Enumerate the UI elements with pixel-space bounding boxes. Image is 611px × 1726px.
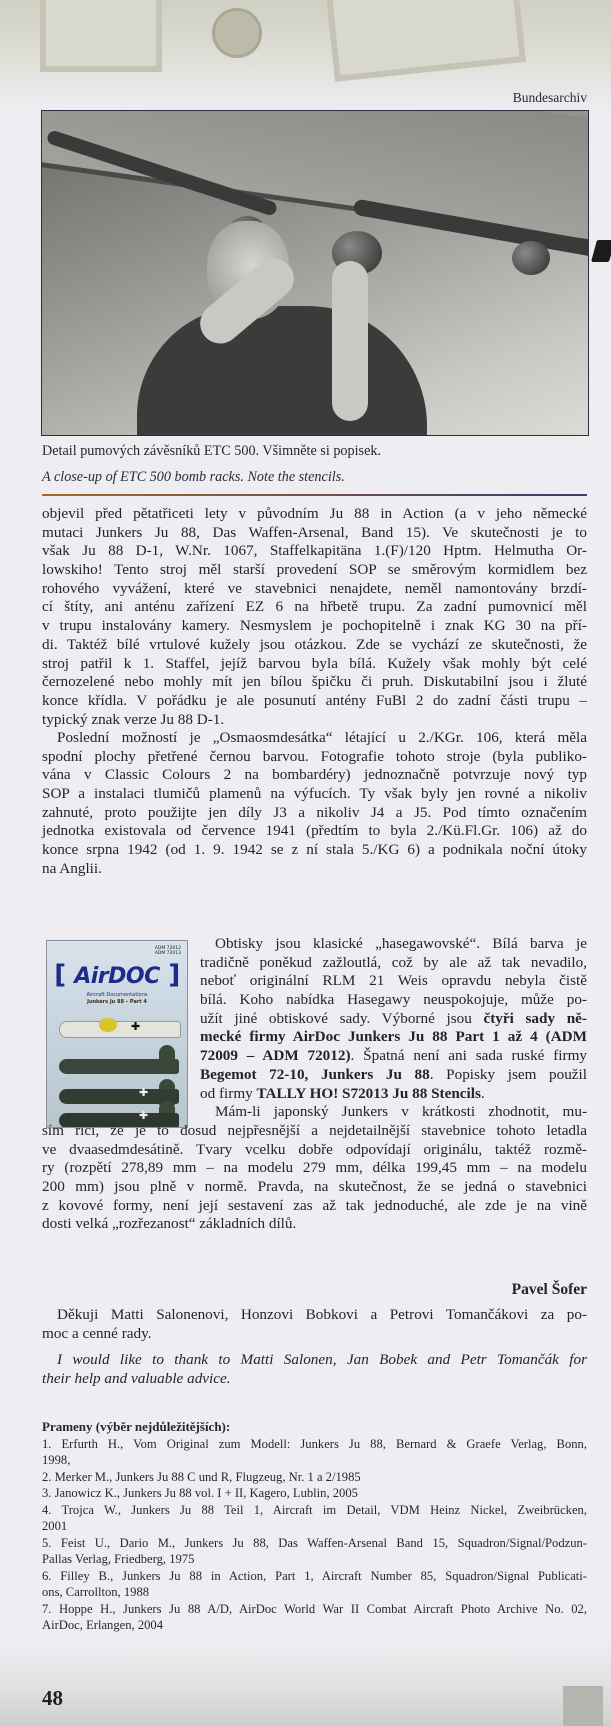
text-line: ry (rozpětí 278,89 mm – na modelu 279 mm, délka 199,45 mm – na modelu [42, 1159, 587, 1177]
article-paragraph-1 [42, 505, 587, 729]
source-line: 1998, [42, 1453, 71, 1467]
page-number: 48 [42, 1686, 63, 1710]
text-line [200, 1066, 587, 1085]
airdoc-aircraft-yellow-band [99, 1018, 117, 1032]
text-line: neboť originální RLM 21 Weis opravdu nebyla čistě [200, 972, 587, 990]
photo-caption-en: A close-up of ETC 500 bomb racks. Note the stencils. [42, 469, 345, 485]
text-line: Poslední možností je „Osmaosmdesátka“ létající u 2./KGr. 106, která měla [57, 729, 587, 746]
text-run: . Popisky jsem použil [429, 1065, 587, 1083]
sources-heading: Prameny (výběr nejdůležitějších): [42, 1419, 231, 1434]
text-run-bold: čtyři sady ně- [483, 1009, 587, 1027]
text-line: ve dvaasedmdesátině. Tvary vcelku dobře odpovídají originálu, taktéž rozmě- [42, 1140, 587, 1158]
text-line: typický znak verze Ju 88 D-1. [42, 710, 225, 728]
source-line: Pallas Verlag, Friedberg, 1975 [42, 1552, 195, 1566]
text-line: their help and valuable advice. [42, 1369, 231, 1387]
text-run: . [480, 1084, 485, 1102]
text-line: rohového vyvážení, které ve stavebnici nenajdete, neměl namontovány brzdí- [42, 579, 587, 597]
text-line: z kovové formy, není její sestavení zas až tak jednoduché, ale zde je na vině [42, 1196, 587, 1214]
source-line: ons, Carrollton, 1988 [42, 1585, 150, 1599]
text-line: dosti velká „rozřezanost“ základních dílů. [42, 1215, 297, 1233]
text-line: di. Taktéž bílé vrtulové kužely jsou otázkou. Zde se vychází ze skutečnosti, že [42, 635, 587, 653]
text-line [200, 1010, 587, 1029]
airdoc-code: ADM 72012 [154, 946, 181, 951]
sources-lines [42, 1436, 587, 1634]
text-line: moc a cenné rady. [42, 1324, 152, 1342]
text-line: Děkuji Matti Salonenovi, Honzovi Bobkovi a Petrovi Tomančákovi za po- [57, 1306, 587, 1323]
airdoc-product-codes [155, 946, 181, 956]
source-line: 3. Janowicz K., Junkers Ju 88 vol. I + II, Kagero, Lublin, 2005 [42, 1486, 358, 1500]
text-line: však Ju 88 D-1, W.Nr. 1067, Staffelkapitäna 1.(F)/120 Hptm. Helmutha Or- [42, 542, 587, 560]
source-line: 2001 [42, 1519, 68, 1533]
text-line: lowskiho! Tento stroj měl starší provedení SOP se směrovým kormidlem bez [42, 561, 587, 579]
photo-mechanic [137, 306, 427, 436]
acknowledgement-en [42, 1351, 587, 1388]
caption-divider [42, 494, 587, 496]
photo-arm [332, 261, 368, 421]
airdoc-cross-icon: ✚ [131, 1020, 141, 1033]
text-line: bílá. Koho nabídka Hasegawy neuspokojuje, může po- [200, 991, 587, 1009]
text-line: spodní plochy přetřené černou barvou. Fotografie tohoto stroje (byla publiko- [42, 747, 587, 765]
text-run-bold: Begemot 72-10, Junkers Ju 88 [200, 1065, 430, 1083]
text-line: Obtisky jsou klasické „hasegawovské“. Bílá barva je [215, 935, 587, 952]
photo-bomb [512, 241, 550, 275]
text-line: SOP a instalaci tlumičů plamenů na výfucích. Ty však byly jen rovné a nikoliv [42, 785, 587, 803]
airdoc-decal-cover-image [46, 940, 188, 1128]
photo-credit: Bundesarchiv [512, 90, 587, 105]
acknowledgement-cz [42, 1306, 587, 1343]
article-paragraph-3 [200, 935, 587, 1122]
background-shape [563, 1686, 603, 1726]
article-paragraph-2 [42, 729, 587, 879]
text-line: na Anglii. [42, 859, 102, 877]
side-decoration-icon [591, 240, 611, 262]
text-line: cí štíty, ani anténu zařízení EZ 6 na hřbetě trupu. Za zadní pumovnicí měl [42, 598, 587, 616]
airdoc-subtitle: Aircraft Documentations [86, 992, 148, 998]
sources-list [42, 1419, 587, 1634]
text-line: objevil před pětatřiceti lety v původním Ju 88 in Action (a v jeho německé [42, 505, 587, 522]
background-panel [40, 0, 162, 72]
text-line: zahnuté, proto použijte jen díly J3 a nikoliv J4 a J5. Pod tímto označením [42, 803, 587, 821]
photo-bomb-racks [41, 110, 589, 436]
airdoc-aircraft [59, 1059, 179, 1074]
source-line: 7. Hoppe H., Junkers Ju 88 A/D, AirDoc World War II Combat Aircraft Photo Archive No. 02, [42, 1601, 587, 1616]
text-run: . Špatná není ani sada ruské firmy [350, 1047, 587, 1065]
article-paragraph-4 [42, 1122, 587, 1234]
source-line: 5. Feist U., Dario M., Junkers Ju 88, Das Waffen-Arsenal Band 15, Squadron/Signal/Podzun- [42, 1535, 587, 1550]
photo-caption-cz: Detail pumových závěsníků ETC 500. Všimněte si popisek. [42, 443, 382, 459]
text-run-bold: mecké firmy AirDoc Junkers Ju 88 Part 1 až 4 (ADM [200, 1028, 587, 1046]
text-line: v trupu instalovány kamery. Nesmyslem je pochopitelně i znak KG 30 na pří- [42, 617, 587, 635]
text-line: vána v Classic Colours 2 na bombardéry) jednoznačně potvrzuje nový typ [42, 766, 587, 784]
airdoc-aircraft [59, 1021, 181, 1038]
text-line: Mám-li japonský Junkers v krátkosti zhodnotit, mu- [215, 1103, 587, 1121]
text-line: I would like to thank to Matti Salonen, Jan Bobek and Petr Tomančák for [57, 1351, 587, 1368]
source-line: 4. Trojca W., Junkers Ju 88 Teil 1, Aircraft im Detail, VDM Heinz Nickel, Zweibrücken, [42, 1502, 587, 1517]
airdoc-logo-text: AirDOC [74, 964, 160, 989]
source-line: AirDoc, Erlangen, 2004 [42, 1618, 164, 1632]
text-line: černozelené nebo mohly mít jen bílou špičku či pruh. Diskutabilní jsou i žluté [42, 673, 587, 691]
text-line: stroj patřil k 1. Staffel, jejíž barvou byla bílá. Kužely však mohly být celé [42, 654, 587, 672]
article-author: Pavel Šofer [511, 1281, 587, 1298]
text-line [200, 1047, 587, 1066]
text-run-bold: 72009 – ADM 72012) [200, 1047, 351, 1065]
text-run-bold: TALLY HO! S72013 Ju 88 Stencils [256, 1084, 481, 1102]
text-line [200, 1085, 587, 1104]
airdoc-cross-icon: ✚ [139, 1086, 149, 1099]
source-line: 6. Filley B., Junkers Ju 88 in Action, Part 1, Aircraft Number 85, Squadron/Signal Publicati- [42, 1568, 587, 1583]
text-line: mutaci Junkers Ju 88, Das Waffen-Arsenal, Band 15). Ve skutečnosti je to [42, 523, 587, 541]
text-run: od firmy [200, 1084, 257, 1102]
background-knob [212, 8, 262, 58]
text-line: jednotka existovala od července 1941 (předtím to byla 2./Kü.Fl.Gr. 106) až do [42, 822, 587, 840]
airdoc-aircraft [59, 1089, 179, 1104]
text-line: 200 mm) jsou plně v normě. Pravda, na skutečnost, že se jedná o stavebnici [42, 1178, 587, 1196]
text-line: sím říci, že je to dosud nejpřesnější a nejdetailnější stavebnice tohoto letadla [42, 1122, 587, 1139]
airdoc-logo: [ AirDOC ] [54, 960, 180, 990]
source-line: 2. Merker M., Junkers Ju 88 C und R, Flugzeug, Nr. 1 a 2/1985 [42, 1469, 361, 1484]
airdoc-title: Junkers Ju 88 – Part 4 [87, 999, 147, 1005]
background-photo-bottom [0, 1640, 611, 1726]
airdoc-cross-icon: ✚ [139, 1109, 149, 1122]
text-line: tradičně poněkud zažloutlá, což by ale až tak nevadilo, [200, 953, 587, 971]
text-line: konce srpna 1942 (od 1. 9. 1942 se z ní stala 5./KG 6) a podnikala noční útoky [42, 841, 587, 859]
text-line: konce křídla. V pořádku je ale posunutí antény FuBl 2 do zadní části trupu – [42, 691, 587, 709]
background-panel [326, 0, 526, 82]
text-line [200, 1028, 587, 1047]
airdoc-code: ADM 72013 [154, 951, 181, 956]
source-line: 1. Erfurth H., Vom Original zum Modell: Junkers Ju 88, Bernard & Graefe Verlag, Bonn, [42, 1436, 587, 1451]
text-run: užít jiné obtiskové sady. Výborné jsou [200, 1009, 484, 1027]
